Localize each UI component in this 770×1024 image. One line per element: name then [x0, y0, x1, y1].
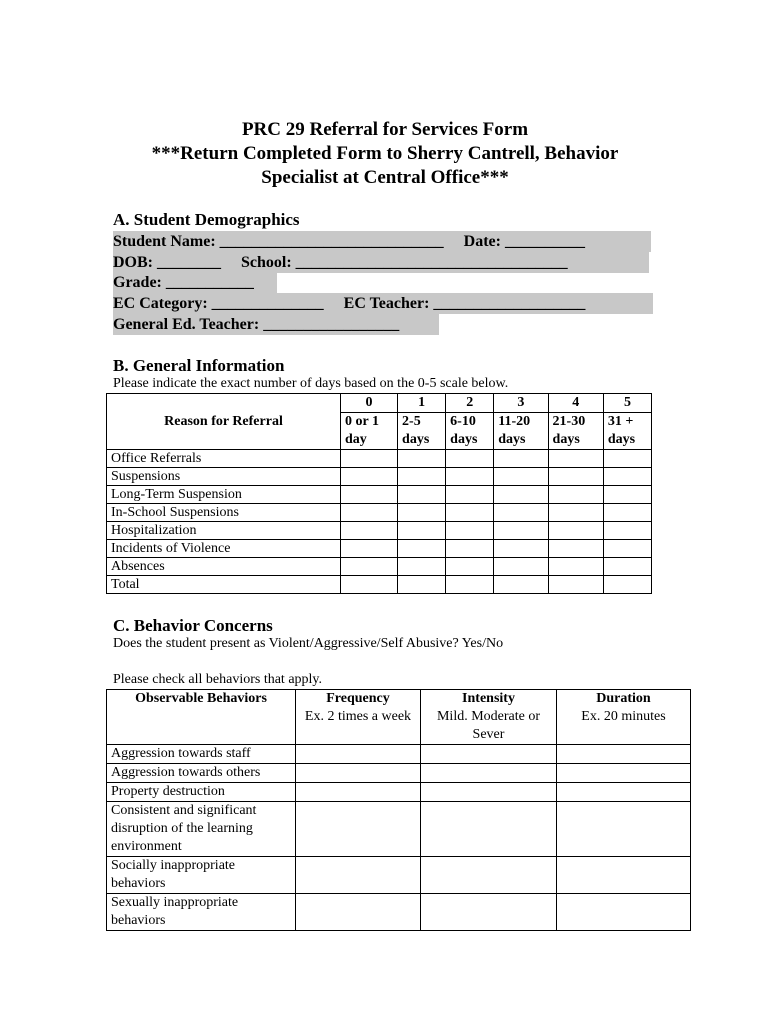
- referral-score-cell[interactable]: [548, 522, 603, 540]
- referral-reason-label: Hospitalization: [107, 522, 341, 540]
- referral-score-cell[interactable]: [548, 486, 603, 504]
- behavior-label: Aggression towards staff: [107, 745, 296, 764]
- form-title: [0, 118, 770, 190]
- referral-reason-label: Incidents of Violence: [107, 540, 341, 558]
- behavior-entry-cell[interactable]: [421, 894, 557, 931]
- referral-row: [107, 576, 652, 594]
- referral-score-cell[interactable]: [446, 558, 494, 576]
- referral-score-cell[interactable]: [398, 486, 446, 504]
- referral-score-cell[interactable]: [341, 450, 398, 468]
- behavior-label: Sexually inappropriate behaviors: [107, 894, 296, 931]
- behavior-entry-cell[interactable]: [296, 894, 421, 931]
- behavior-entry-cell[interactable]: [421, 745, 557, 764]
- section-a-heading: A. Student Demographics: [113, 210, 300, 229]
- referral-score-cell[interactable]: [494, 504, 548, 522]
- referral-score-cell[interactable]: [494, 486, 548, 504]
- referral-score-cell[interactable]: [548, 504, 603, 522]
- referral-score-cell[interactable]: [494, 468, 548, 486]
- referral-score-cell[interactable]: [341, 468, 398, 486]
- frequency-header: Frequency Ex. 2 times a week: [296, 690, 421, 745]
- behavior-entry-cell[interactable]: [296, 857, 421, 894]
- behavior-label: Property destruction: [107, 783, 296, 802]
- section-c-heading: C. Behavior Concerns: [113, 616, 273, 635]
- referral-score-cell[interactable]: [603, 558, 651, 576]
- referral-score-cell[interactable]: [398, 576, 446, 594]
- referral-score-cell[interactable]: [398, 558, 446, 576]
- reason-header: Reason for Referral: [107, 394, 341, 450]
- scale-5-num: 5: [603, 394, 651, 413]
- behavior-row: [107, 894, 691, 931]
- behavior-entry-cell[interactable]: [557, 802, 691, 857]
- observable-behaviors-header: Observable Behaviors: [107, 690, 296, 745]
- scale-2-label: 6-10 days: [446, 413, 494, 450]
- referral-score-cell[interactable]: [341, 558, 398, 576]
- behavior-entry-cell[interactable]: [557, 745, 691, 764]
- intensity-header: Intensity Mild. Moderate or Sever: [421, 690, 557, 745]
- scale-3-num: 3: [494, 394, 548, 413]
- scale-1-label: 2-5 days: [398, 413, 446, 450]
- referral-score-cell[interactable]: [446, 468, 494, 486]
- referral-score-cell[interactable]: [603, 576, 651, 594]
- scale-4-num: 4: [548, 394, 603, 413]
- ec-category-teacher-field[interactable]: EC Category: ______________ EC Teacher: ___________________: [113, 293, 653, 314]
- behavior-label: Aggression towards others: [107, 764, 296, 783]
- referral-score-cell[interactable]: [494, 576, 548, 594]
- referral-score-cell[interactable]: [494, 522, 548, 540]
- title-line-2: ***Return Completed Form to Sherry Cantrell, Behavior: [151, 143, 619, 164]
- behavior-row: [107, 783, 691, 802]
- referral-score-cell[interactable]: [398, 504, 446, 522]
- behavior-entry-cell[interactable]: [421, 802, 557, 857]
- behavior-entry-cell[interactable]: [557, 783, 691, 802]
- referral-score-cell[interactable]: [494, 558, 548, 576]
- scale-number-row: [107, 394, 652, 413]
- referral-score-cell[interactable]: [548, 540, 603, 558]
- behavior-question: Does the student present as Violent/Aggressive/Self Abusive? Yes/No: [113, 636, 504, 651]
- behavior-label: Consistent and significant disruption of the learning environment: [107, 802, 296, 857]
- referral-score-cell[interactable]: [398, 450, 446, 468]
- behavior-row: [107, 745, 691, 764]
- dob-school-field[interactable]: DOB: ________ School: __________________________________: [113, 252, 649, 273]
- referral-row: [107, 486, 652, 504]
- behavior-entry-cell[interactable]: [296, 745, 421, 764]
- behavior-label: Socially inappropriate behaviors: [107, 857, 296, 894]
- behavior-entry-cell[interactable]: [557, 764, 691, 783]
- behavior-row: [107, 802, 691, 857]
- referral-row: [107, 468, 652, 486]
- section-c-instruction: Please check all behaviors that apply.: [113, 672, 323, 687]
- behavior-entry-cell[interactable]: [557, 894, 691, 931]
- scale-2-num: 2: [446, 394, 494, 413]
- referral-score-cell[interactable]: [398, 522, 446, 540]
- scale-0-num: 0: [341, 394, 398, 413]
- duration-header: Duration Ex. 20 minutes: [557, 690, 691, 745]
- referral-score-cell[interactable]: [446, 576, 494, 594]
- scale-1-num: 1: [398, 394, 446, 413]
- behavior-entry-cell[interactable]: [421, 857, 557, 894]
- behavior-table: [106, 689, 691, 931]
- referral-score-cell[interactable]: [341, 504, 398, 522]
- student-name-date-field[interactable]: Student Name: ____________________________ Date: __________: [113, 231, 651, 252]
- referral-score-cell[interactable]: [341, 486, 398, 504]
- referral-score-cell[interactable]: [446, 450, 494, 468]
- referral-row: [107, 450, 652, 468]
- referral-score-cell[interactable]: [398, 468, 446, 486]
- behavior-entry-cell[interactable]: [557, 857, 691, 894]
- scale-4-label: 21-30 days: [548, 413, 603, 450]
- referral-score-cell[interactable]: [548, 558, 603, 576]
- title-line-1: PRC 29 Referral for Services Form: [241, 119, 529, 140]
- referral-score-cell[interactable]: [603, 450, 651, 468]
- behavior-row: [107, 857, 691, 894]
- referral-score-cell[interactable]: [341, 522, 398, 540]
- referral-row: [107, 522, 652, 540]
- referral-score-cell[interactable]: [446, 540, 494, 558]
- behavior-header-row: [107, 690, 691, 745]
- referral-score-cell[interactable]: [398, 540, 446, 558]
- referral-reason-label: Total: [107, 576, 341, 594]
- referral-score-cell[interactable]: [494, 540, 548, 558]
- referral-score-cell[interactable]: [494, 450, 548, 468]
- referral-row: [107, 504, 652, 522]
- referral-score-cell[interactable]: [548, 576, 603, 594]
- referral-score-cell[interactable]: [548, 450, 603, 468]
- gen-ed-teacher-field[interactable]: General Ed. Teacher: _________________: [113, 314, 439, 335]
- section-b-instruction: Please indicate the exact number of days based on the 0-5 scale below.: [113, 376, 509, 391]
- referral-reason-label: Absences: [107, 558, 341, 576]
- behavior-row: [107, 764, 691, 783]
- referral-reason-label: Office Referrals: [107, 450, 341, 468]
- referral-score-cell[interactable]: [446, 486, 494, 504]
- referral-reason-label: Long-Term Suspension: [107, 486, 341, 504]
- referral-score-cell[interactable]: [603, 468, 651, 486]
- scale-5-label: 31 + days: [603, 413, 651, 450]
- behavior-entry-cell[interactable]: [421, 783, 557, 802]
- referral-row: [107, 558, 652, 576]
- grade-field[interactable]: Grade: ___________: [113, 272, 277, 293]
- referral-score-cell[interactable]: [446, 522, 494, 540]
- referral-score-cell[interactable]: [341, 540, 398, 558]
- scale-3-label: 11-20 days: [494, 413, 548, 450]
- referral-score-cell[interactable]: [446, 504, 494, 522]
- behavior-entry-cell[interactable]: [296, 802, 421, 857]
- referral-score-cell[interactable]: [548, 468, 603, 486]
- behavior-entry-cell[interactable]: [421, 764, 557, 783]
- title-line-3: Specialist at Central Office***: [261, 167, 509, 188]
- referral-table: [106, 393, 652, 594]
- referral-score-cell[interactable]: [603, 486, 651, 504]
- behavior-entry-cell[interactable]: [296, 764, 421, 783]
- referral-reason-label: In-School Suspensions: [107, 504, 341, 522]
- referral-reason-label: Suspensions: [107, 468, 341, 486]
- referral-row: [107, 540, 652, 558]
- referral-score-cell[interactable]: [603, 522, 651, 540]
- behavior-entry-cell[interactable]: [296, 783, 421, 802]
- scale-0-label: 0 or 1 day: [341, 413, 398, 450]
- section-b-heading: B. General Information: [113, 356, 285, 375]
- referral-score-cell[interactable]: [603, 540, 651, 558]
- referral-score-cell[interactable]: [341, 576, 398, 594]
- referral-score-cell[interactable]: [603, 504, 651, 522]
